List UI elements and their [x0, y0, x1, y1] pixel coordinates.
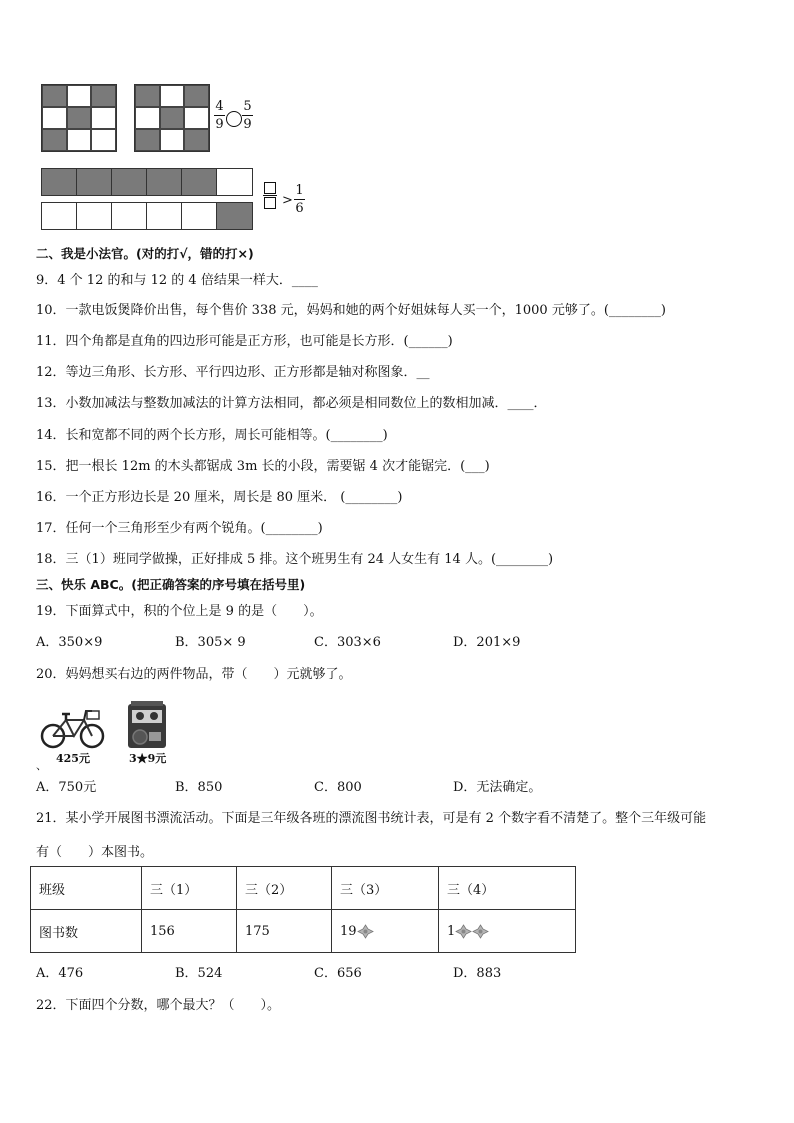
fraction-numerator: 5	[243, 99, 252, 114]
question-15: 15．把一根长 12m 的木头都锯成 3m 长的小段，需要锯 4 次才能锯完．(___)	[36, 459, 490, 474]
fraction-five-ninths	[242, 99, 253, 132]
table-header-cell: 三（3）	[332, 867, 439, 910]
table-cell: 156	[142, 910, 237, 953]
stray-mark: 、	[36, 759, 47, 772]
question-9: 9．4 个 12 的和与 12 的 4 倍结果一样大．____	[36, 273, 318, 288]
radio-icon	[127, 700, 167, 750]
radio-price: 3★9元	[129, 752, 167, 765]
bicycle-price: 425元	[56, 752, 90, 765]
grid-five-ninths	[134, 84, 210, 152]
question-13: 13．小数加减法与整数加减法的计算方法相同，都必须是相同数位上的数相加减．____．	[36, 396, 547, 411]
fraction-numerator: 4	[215, 99, 224, 114]
fraction-denominator: 9	[243, 117, 252, 132]
table-header-row	[31, 867, 576, 910]
strip-one-sixth	[41, 202, 253, 230]
smudge-icon	[455, 924, 472, 939]
section3-heading: 三、快乐 ABC。(把正确答案的序号填在括号里)	[36, 577, 306, 592]
question-19: 19．下面算式中，积的个位上是 9 的是（ ）。	[36, 604, 323, 619]
smudge-icon	[357, 924, 374, 939]
smudge-icon	[472, 924, 489, 939]
question-17: 17．任何一个三角形至少有两个锐角。(________)	[36, 521, 323, 536]
compare-circle[interactable]	[226, 111, 242, 127]
q20-option-c[interactable]: C．800	[314, 780, 362, 795]
table-row-label: 图书数	[31, 910, 142, 953]
q19-option-d[interactable]: D．201×9	[453, 635, 521, 650]
fraction-four-ninths	[214, 99, 225, 132]
question-16: 16．一个正方形边长是 20 厘米，周长是 80 厘米． (________)	[36, 490, 403, 505]
greater-than-sign: >	[282, 193, 293, 208]
question-21-line2: 有（ ）本图书。	[36, 845, 154, 860]
table-row	[31, 910, 576, 953]
table-cell-smudged	[332, 910, 439, 953]
q21-option-b[interactable]: B．524	[175, 966, 223, 981]
question-11: 11．四个角都是直角的四边形可能是正方形，也可能是长方形．(______)	[36, 334, 453, 349]
strip-five-sixths	[41, 168, 253, 196]
table-cell: 175	[237, 910, 332, 953]
question-20: 20．妈妈想买右边的两件物品，带（ ）元就够了。	[36, 667, 352, 682]
q20-option-d[interactable]: D．无法确定。	[453, 780, 542, 795]
fraction-one-sixth	[294, 183, 305, 216]
question-12: 12．等边三角形、长方形、平行四边形、正方形都是轴对称图象．__	[36, 365, 430, 380]
question-21-line1: 21．某小学开展图书漂流活动。下面是三年级各班的漂流图书统计表，可是有 2 个数字看不清楚了。整个三年级可能	[36, 811, 707, 826]
q21-option-c[interactable]: C．656	[314, 966, 362, 981]
fraction-denominator: 6	[295, 201, 304, 216]
table-header-cell: 三（4）	[439, 867, 576, 910]
cell-visible-digits: 19	[340, 923, 357, 939]
bicycle-icon	[40, 706, 106, 750]
question-22: 22．下面四个分数，哪个最大？（ ）。	[36, 998, 281, 1013]
section2-heading: 二、我是小法官。(对的打√，错的打×)	[36, 246, 254, 261]
book-stats-table	[30, 866, 576, 953]
question-18: 18．三（1）班同学做操，正好排成 5 排。这个班男生有 24 人女生有 14 人。(________)	[36, 552, 554, 567]
q19-option-a[interactable]: A．350×9	[36, 635, 103, 650]
fraction-blank-boxes[interactable]	[263, 182, 277, 209]
q19-option-c[interactable]: C．303×6	[314, 635, 381, 650]
grid-four-ninths	[41, 84, 117, 152]
table-header-cell: 三（1）	[142, 867, 237, 910]
q21-option-a[interactable]: A．476	[36, 966, 84, 981]
table-header-cell: 班级	[31, 867, 142, 910]
q20-option-b[interactable]: B．850	[175, 780, 223, 795]
q19-option-b[interactable]: B．305× 9	[175, 635, 246, 650]
cell-visible-digits: 1	[447, 923, 456, 939]
fraction-numerator: 1	[295, 183, 304, 198]
fraction-denominator: 9	[215, 117, 224, 132]
question-14: 14．长和宽都不同的两个长方形，周长可能相等。(________)	[36, 428, 388, 443]
table-cell-smudged	[439, 910, 576, 953]
table-header-cell: 三（2）	[237, 867, 332, 910]
question-10: 10．一款电饭煲降价出售，每个售价 338 元，妈妈和她的两个好姐妹每人买一个，1000 元够了。(________)	[36, 303, 666, 318]
q20-option-a[interactable]: A．750元	[36, 780, 97, 795]
q21-option-d[interactable]: D．883	[453, 966, 502, 981]
